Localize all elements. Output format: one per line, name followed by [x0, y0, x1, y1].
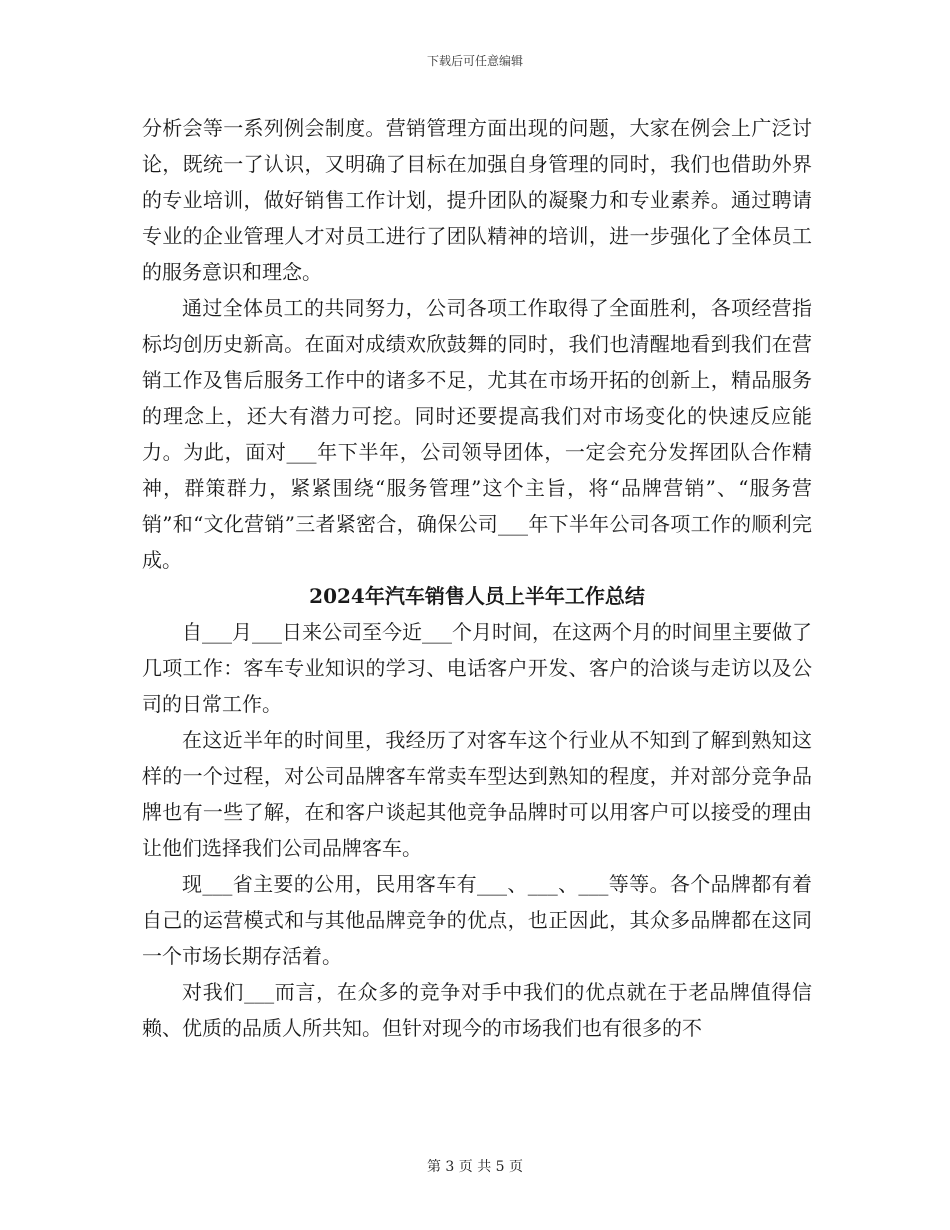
page-header-note: 下载后可任意编辑 — [426, 54, 523, 68]
paragraph-2: 通过全体员工的共同努力，公司各项工作取得了全面胜利，各项经营指标均创历史新高。在面对成绩欢欣鼓舞的同时，我们也清醒地看到我们在营销工作及售后服务工作中的诸多不足，尤其在市场开拓的创新上，精品服务的理念上，还大有潜力可挖。同时还要提高我们对市场变化的快速反应能力。为此，面对___年下半年，公司领导团体，一定会充分发挥团队合作精神，群策群力，紧紧围绕“服务管理”这个主旨，将“品牌营销”、“服务营销”和“文化营销”三者紧密合，确保公司___年下半年公司各项工作的顺利完成。 — [142, 296, 812, 572]
paragraph-6: 对我们___而言，在众多的竞争对手中我们的优点就在于老品牌值得信赖、优质的品质人所共知。但针对现今的市场我们也有很多的不 — [142, 980, 812, 1040]
section-title: 2024年汽车销售人员上半年工作总结 — [309, 584, 645, 608]
paragraph-3: 自___月___日来公司至今近___个月时间，在这两个月的时间里主要做了几项工作：客车专业知识的学习、电话客户开发、客户的洽谈与走访以及公司的日常工作。 — [142, 620, 812, 716]
document-body — [142, 110, 812, 1046]
paragraph-1: 分析会等一系列例会制度。营销管理方面出现的问题，大家在例会上广泛讨论，既统一了认识，又明确了目标在加强自身管理的同时，我们也借助外界的专业培训，做好销售工作计划，提升团队的凝聚力和专业素养。通过聘请专业的企业管理人才对员工进行了团队精神的培训，进一步强化了全体员工的服务意识和理念。 — [142, 116, 812, 284]
paragraph-5: 现___省主要的公用，民用客车有___、___、___等等。各个品牌都有着自己的运营模式和与其他品牌竞争的优点，也正因此，其众多品牌都在这同一个市场长期存活着。 — [142, 872, 812, 968]
page-footer-number: 第 3 页 共 5 页 — [426, 1159, 524, 1175]
paragraph-4: 在这近半年的时间里，我经历了对客车这个行业从不知到了解到熟知这样的一个过程，对公司品牌客车常卖车型达到熟知的程度，并对部分竞争品牌也有一些了解，在和客户谈起其他竞争品牌时可以用客户可以接受的理由让他们选择我们公司品牌客车。 — [142, 728, 812, 860]
